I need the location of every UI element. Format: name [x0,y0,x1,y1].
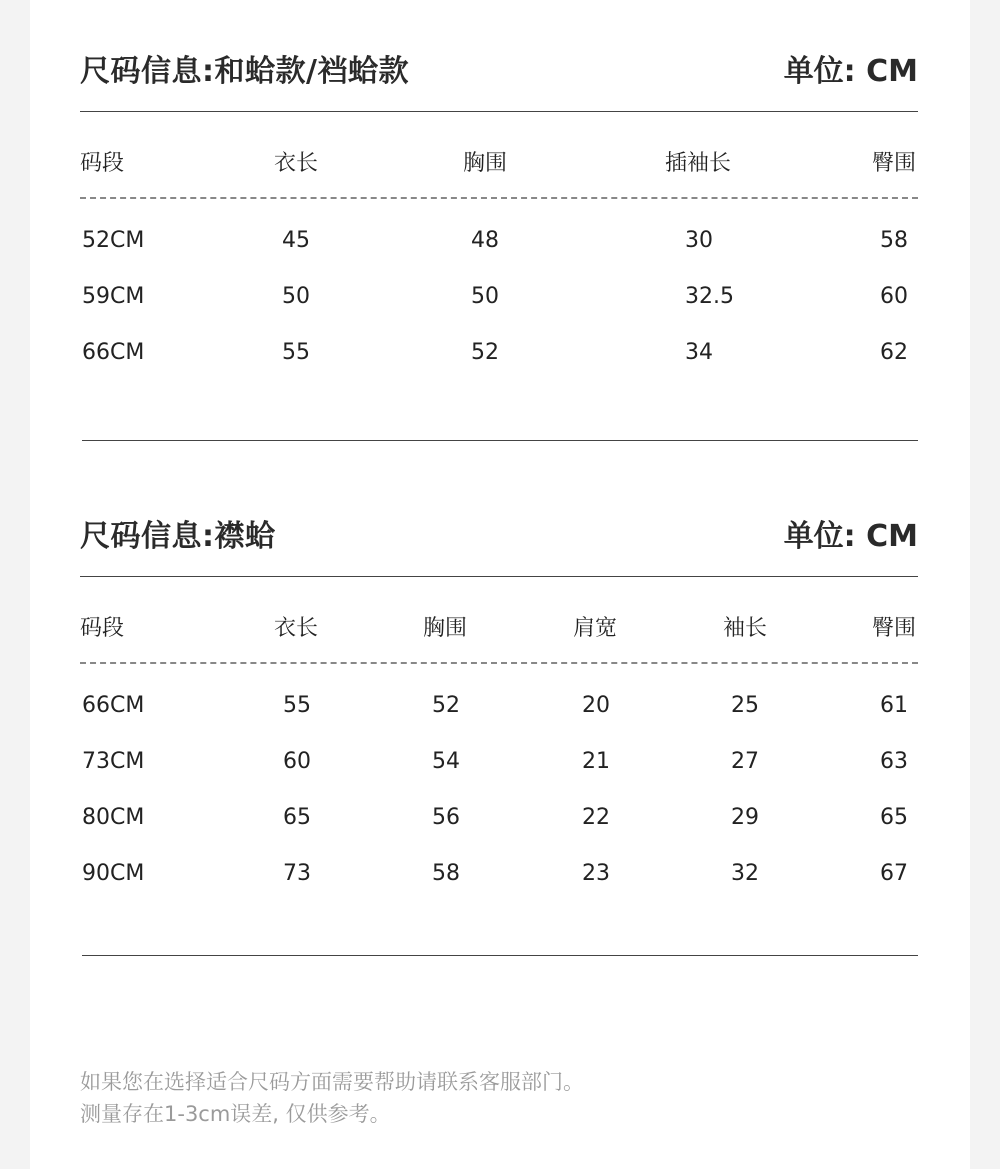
column-header-hip: 臀围 [872,616,917,641]
column-header-length: 衣长 [274,151,319,176]
table-row [80,284,918,324]
column-header-size: 码段 [80,151,125,176]
sizing-note-line-2: 测量存在1-3cm误差, 仅供参考。 [80,1102,391,1126]
section-title: 尺码信息:襟蛤 [80,519,276,554]
size-cell: 66CM [82,693,145,718]
column-header-sleeve: 袖长 [723,616,768,641]
size-cell: 52CM [82,228,145,253]
table-row [80,805,918,845]
section-bottom-divider [82,440,918,441]
value-cell: 55 [282,340,310,365]
value-cell: 65 [283,805,311,830]
value-cell: 30 [685,228,713,253]
value-cell: 23 [582,861,610,886]
value-cell: 21 [582,749,610,774]
table-header-row [80,611,918,651]
value-cell: 32 [731,861,759,886]
dashed-divider [80,197,918,199]
table-row [80,228,918,268]
column-header-chest: 胸围 [463,151,508,176]
value-cell: 54 [432,749,460,774]
value-cell: 52 [432,693,460,718]
value-cell: 22 [582,805,610,830]
column-header-shoulder: 肩宽 [573,616,618,641]
section-bottom-divider [82,955,918,956]
table-row [80,340,918,380]
value-cell: 29 [731,805,759,830]
value-cell: 60 [880,284,908,309]
value-cell: 58 [432,861,460,886]
section-header [80,40,918,96]
value-cell: 20 [582,693,610,718]
unit-label: 单位: CM [783,519,918,554]
table-row [80,749,918,789]
value-cell: 55 [283,693,311,718]
column-header-hip: 臀围 [872,151,917,176]
size-cell: 80CM [82,805,145,830]
unit-label: 单位: CM [783,54,918,89]
value-cell: 67 [880,861,908,886]
sizing-note-line-1: 如果您在选择适合尺码方面需要帮助请联系客服部门。 [80,1070,584,1094]
value-cell: 45 [282,228,310,253]
value-cell: 73 [283,861,311,886]
value-cell: 48 [471,228,499,253]
section-title: 尺码信息:和蛤款/裆蛤款 [80,54,409,89]
size-cell: 90CM [82,861,145,886]
size-table-section-1 [80,40,918,442]
size-table-section-2 [80,505,918,957]
dashed-divider [80,662,918,664]
header-divider [80,111,918,112]
value-cell: 61 [880,693,908,718]
value-cell: 50 [282,284,310,309]
value-cell: 60 [283,749,311,774]
value-cell: 58 [880,228,908,253]
column-header-chest: 胸围 [423,616,468,641]
table-row [80,693,918,733]
value-cell: 34 [685,340,713,365]
value-cell: 62 [880,340,908,365]
section-header [80,505,918,561]
value-cell: 56 [432,805,460,830]
value-cell: 52 [471,340,499,365]
size-cell: 59CM [82,284,145,309]
sizing-note [80,1066,920,1130]
size-cell: 66CM [82,340,145,365]
column-header-length: 衣长 [274,616,319,641]
size-cell: 73CM [82,749,145,774]
value-cell: 32.5 [685,284,734,309]
value-cell: 25 [731,693,759,718]
value-cell: 65 [880,805,908,830]
column-header-sleeve: 插袖长 [665,151,732,176]
value-cell: 63 [880,749,908,774]
header-divider [80,576,918,577]
table-row [80,861,918,901]
column-header-size: 码段 [80,616,125,641]
value-cell: 27 [731,749,759,774]
value-cell: 50 [471,284,499,309]
table-header-row [80,146,918,186]
